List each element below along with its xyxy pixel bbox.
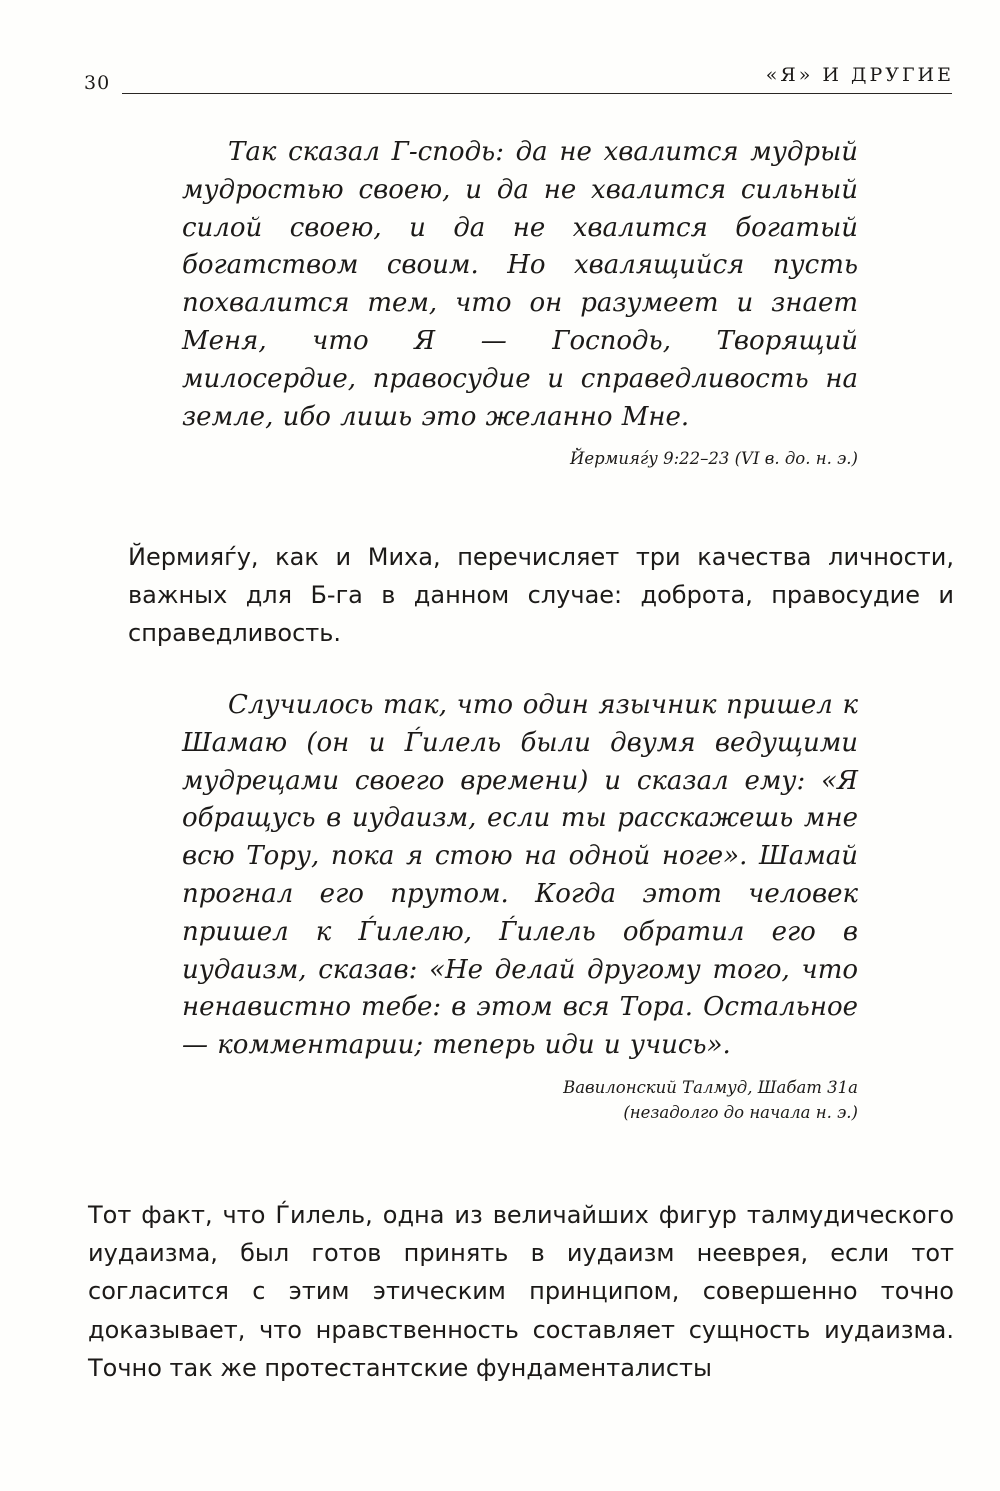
quote-source-line: Йермияѓу 9:22–23 (VI в. до. н. э.) bbox=[569, 449, 858, 469]
body-paragraph: Тот факт, что Ѓилель, одна из величайших фигур талмудического иудаизма, был готов принять в иудаизм нееврея, если тот согласится с этим этическим принципом, совершенно точно доказывает, что нравственность составляет сущность иудаизма. Точно так же протестантские фундаменталисты bbox=[88, 1201, 954, 1382]
running-title: «Я» И ДРУГИЕ bbox=[756, 64, 954, 86]
quote-source-line: Вавилонский Талмуд, Шабат 31а bbox=[563, 1077, 858, 1097]
quote-source bbox=[182, 446, 858, 471]
epigraph-quote-jeremiah bbox=[182, 134, 858, 471]
quote-text: Так сказал Г-сподь: да не хвалится мудрый мудростью своею, и да не хвалится сильный силой своею, и да не хвалится богатый богатством своим. Но хвалящийся пусть похвалится тем, что он разумеет и знает Меня, что Я — Господь, Творящий милосердие, правосудие и справедливость на земле, ибо лишь это желанно Мне. bbox=[182, 137, 858, 432]
header-rule bbox=[122, 93, 952, 94]
epigraph-quote-talmud bbox=[182, 687, 858, 1125]
page-header bbox=[84, 64, 954, 104]
body-paragraph: Йермияѓу, как и Миха, перечисляет три качества личности, важных для Б-га в данном случае: доброта, правосудие и справедливость. bbox=[128, 543, 954, 648]
quote-source-line: (незадолго до начала н. э.) bbox=[623, 1102, 858, 1122]
quote-text: Случилось так, что один язычник пришел к Шамаю (он и Ѓилель были двумя ведущими мудрецами своего времени) и сказал ему: «Я обращусь в иудаизм, если ты расскажешь мне всю Тору, пока я стою на одной ноге». Шамай прогнал его прутом. Когда этот человек пришел к Ѓилелю, Ѓилель обратил его в иудаизм, сказав: «Не делай другому того, что ненавистно тебе: в этом вся Тора. Остальное — комментарии; теперь иди и учись». bbox=[182, 690, 858, 1061]
page-number: 30 bbox=[84, 72, 111, 94]
quote-source bbox=[182, 1075, 858, 1125]
